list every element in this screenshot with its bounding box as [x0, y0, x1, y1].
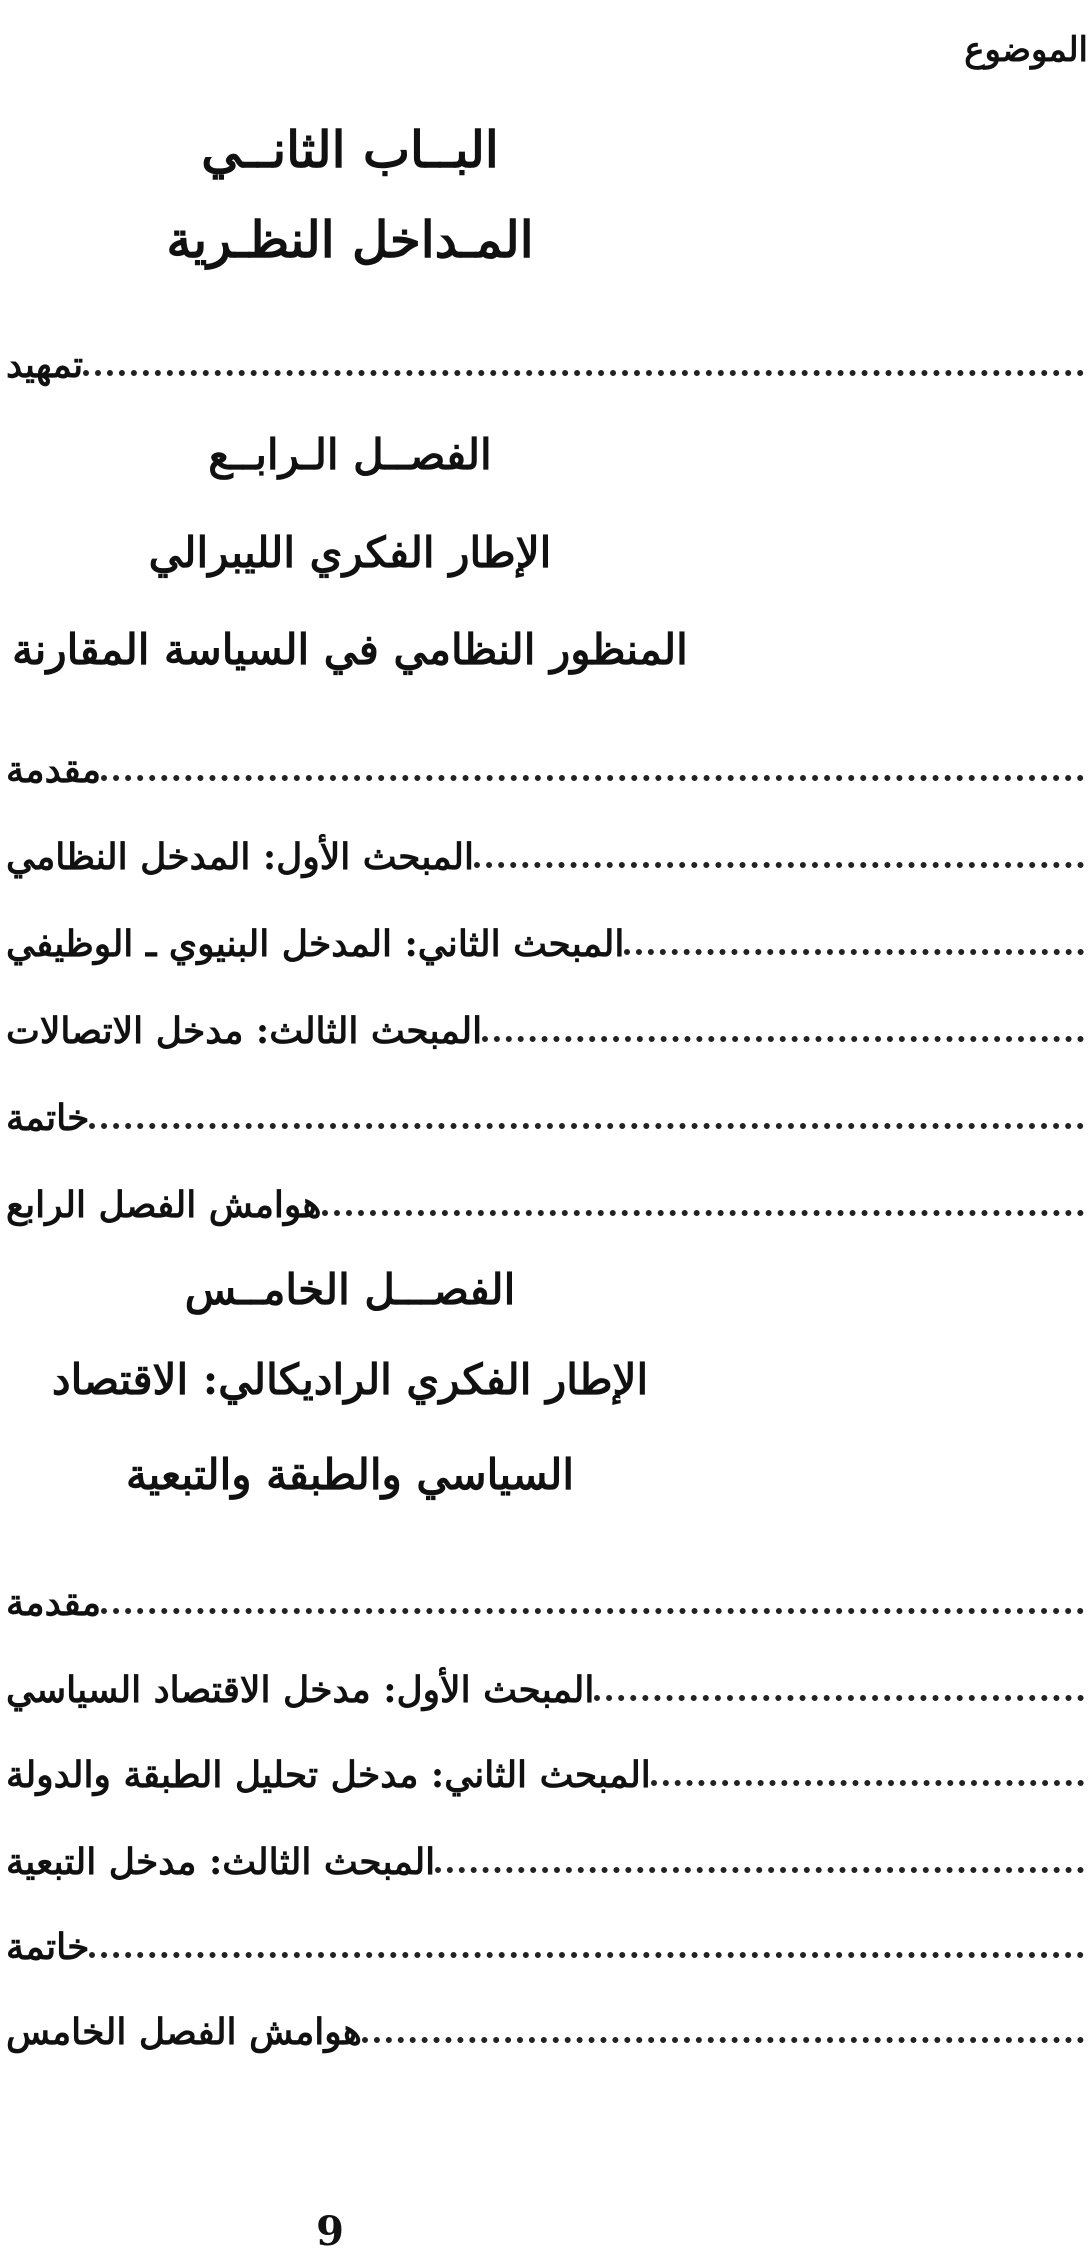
toc-entry-label: المبحث الثالث: مدخل التبعية — [6, 1841, 436, 1883]
toc-leader-dots — [322, 1210, 1084, 1216]
toc-leader-dots — [474, 862, 1084, 868]
chapter5-subtitle-1: الإطار الفكري الراديكالي: الاقتصاد — [51, 1355, 649, 1404]
toc-entry-label: المبحث الثاني: المدخل البنيوي ـ الوظيفي — [6, 923, 625, 965]
toc-entry[interactable] — [0, 1170, 1084, 1226]
toc-entry-label: المبحث الأول: مدخل الاقتصاد السياسي — [6, 1669, 595, 1711]
toc-leader-dots — [362, 2037, 1084, 2043]
toc-entry[interactable] — [0, 1083, 1084, 1139]
toc-leader-dots — [482, 1036, 1084, 1042]
toc-leader-dots — [89, 1123, 1084, 1129]
toc-entry-label: هوامش الفصل الخامس — [6, 2011, 362, 2053]
toc-entry-label: خاتمة — [6, 1926, 90, 1968]
chapter4-title: الفصــل الـرابــع — [208, 430, 492, 479]
chapter4-subtitle-1: الإطار الفكري الليبرالي — [148, 528, 552, 577]
toc-entry-label: هوامش الفصل الرابع — [6, 1184, 322, 1226]
toc-leader-dots — [624, 949, 1084, 955]
toc-entry-label: المبحث الأول: المدخل النظامي — [6, 836, 475, 878]
toc-entry-label: المبحث الثاني: مدخل تحليل الطبقة والدولة — [6, 1754, 651, 1796]
column-label-subject: الموضوع — [964, 30, 1088, 70]
toc-entry[interactable] — [0, 1827, 1084, 1883]
toc-entry[interactable] — [0, 909, 1084, 965]
toc-entry[interactable] — [0, 735, 1084, 791]
part-title: البــاب الثانــي — [201, 120, 499, 179]
toc-leader-dots — [594, 1695, 1084, 1701]
toc-leader-dots — [83, 370, 1084, 376]
toc-leader-dots — [101, 775, 1084, 781]
part-subtitle: المـداخل النظـرية — [166, 210, 534, 269]
toc-entry-label: خاتمة — [6, 1097, 90, 1139]
chapter5-title: الفصـــل الخامــس — [184, 1265, 516, 1314]
toc-entry-label: مقدمة — [6, 749, 101, 791]
toc-entry-label: تمهيد — [6, 344, 84, 386]
toc-entry[interactable] — [0, 996, 1084, 1052]
toc-leader-dots — [435, 1867, 1084, 1873]
chapter5-subtitle-2: السياسي والطبقة والتبعية — [125, 1450, 575, 1499]
toc-entry-intro[interactable] — [0, 330, 1084, 386]
toc-entry[interactable] — [0, 1912, 1084, 1968]
toc-leader-dots — [89, 1952, 1084, 1958]
page-number: 9 — [316, 2208, 344, 2255]
toc-entry[interactable] — [0, 822, 1084, 878]
toc-entry-label: المبحث الثالث: مدخل الاتصالات — [6, 1010, 483, 1052]
toc-leader-dots — [101, 1608, 1084, 1614]
toc-entry-label: مقدمة — [6, 1582, 101, 1624]
toc-entry[interactable] — [0, 1655, 1084, 1711]
toc-entry[interactable] — [0, 1568, 1084, 1624]
chapter4-subtitle-2: المنظور النظامي في السياسة المقارنة — [12, 625, 688, 674]
toc-entry[interactable] — [0, 1740, 1084, 1796]
toc-leader-dots — [651, 1780, 1084, 1786]
toc-entry[interactable] — [0, 1997, 1084, 2053]
